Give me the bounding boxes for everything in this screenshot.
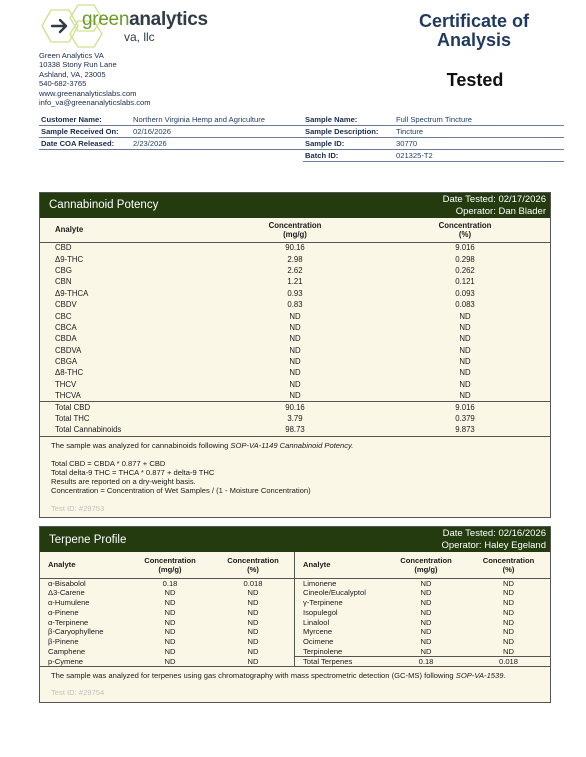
mg-cell: 2.62 xyxy=(287,265,303,275)
potency-test-id: Test ID: #29753 xyxy=(51,503,105,513)
terpene-tables xyxy=(40,552,550,666)
terpene-left-body xyxy=(40,578,294,666)
terpene-right-table xyxy=(295,552,550,666)
table-row xyxy=(40,253,550,264)
mg-cell: 0.93 xyxy=(287,288,303,298)
info-value: Full Spectrum Tincture xyxy=(394,114,564,126)
pct-cell: ND xyxy=(459,322,471,332)
pct-cell: ND xyxy=(459,391,471,401)
col-pct-line2: (%) xyxy=(502,564,515,574)
table-row xyxy=(295,588,550,598)
logo-wordmark xyxy=(82,9,208,31)
info-row xyxy=(303,126,564,138)
mg-cell: 0.83 xyxy=(287,300,303,310)
note-text: The sample was analyzed for cannabinoids following xyxy=(51,440,231,450)
table-row xyxy=(40,299,550,310)
pct-cell: ND xyxy=(459,345,471,355)
info-label: Batch ID: xyxy=(303,150,394,162)
col-pct-line1: Concentration xyxy=(438,220,492,230)
pct-cell: ND xyxy=(459,368,471,378)
info-label: Customer Name: xyxy=(39,114,131,126)
table-row xyxy=(295,617,550,627)
pct-cell: ND xyxy=(503,617,514,627)
info-value: 30770 xyxy=(394,138,564,150)
mg-cell: ND xyxy=(164,627,176,637)
note-method: SOP-VA-1149 Cannabinoid Potency. xyxy=(230,440,354,450)
analyte-cell: Camphene xyxy=(48,646,86,656)
analyte-cell: Total CBD xyxy=(40,401,210,412)
table-row xyxy=(40,276,550,287)
col-analyte: Analyte xyxy=(40,552,128,578)
formula-total-thc: Total delta-9 THC = THCA * 0.877 + delta-9 THC xyxy=(51,468,215,478)
mg-cell: ND xyxy=(289,322,301,332)
mg-cell: ND xyxy=(164,607,176,617)
col-mg-line1: Concentration xyxy=(400,555,452,565)
mg-cell: ND xyxy=(420,617,432,627)
pct-cell: 0.262 xyxy=(455,265,475,275)
analyte-cell: Myrcene xyxy=(303,627,333,637)
table-row xyxy=(295,598,550,608)
company-street: 10338 Stony Run Lane xyxy=(39,60,117,70)
analyte-cell: Terpinolene xyxy=(303,646,343,656)
terpene-right-body xyxy=(295,578,550,666)
pct-cell: ND xyxy=(247,588,259,598)
mg-cell: 0.18 xyxy=(162,578,178,588)
company-name: Green Analytics VA xyxy=(39,51,104,60)
pct-cell: ND xyxy=(459,311,471,321)
terpene-method-note xyxy=(51,671,539,680)
analyte-cell: Ocimene xyxy=(303,637,334,647)
pct-cell: 9.873 xyxy=(455,425,475,435)
table-row xyxy=(40,598,294,608)
col-concentration-mg xyxy=(128,552,212,578)
col-mg-line1: Concentration xyxy=(144,555,196,565)
analyte-cell: α-Terpinene xyxy=(48,617,89,627)
info-label: Sample Received On: xyxy=(39,126,131,138)
logo-word-analytics: analytics xyxy=(129,9,208,30)
pct-cell: ND xyxy=(503,597,514,607)
company-phone: 540-682-3765 xyxy=(39,79,87,89)
col-pct-line1: Concentration xyxy=(482,555,535,565)
table-row xyxy=(40,656,294,666)
company-address xyxy=(39,51,151,107)
pct-cell: ND xyxy=(247,617,259,627)
analyte-cell: α-Pinene xyxy=(48,607,79,617)
mg-cell: ND xyxy=(164,597,176,607)
pct-cell: ND xyxy=(503,588,514,598)
note-text: The sample was analyzed for terpenes using gas chromatography with mass spectrometric detection (GC-MS) following xyxy=(51,671,456,681)
analyte-cell: THCVA xyxy=(55,391,81,401)
mg-cell: ND xyxy=(289,368,301,378)
dry-weight-note: Results are reported on a dry-weight basis. xyxy=(51,477,196,487)
col-mg-line2: (mg/g) xyxy=(414,564,438,574)
table-row xyxy=(295,647,550,657)
info-row xyxy=(39,126,303,138)
mg-cell: ND xyxy=(420,627,432,637)
table-row xyxy=(40,322,550,333)
analyte-cell: CBC xyxy=(55,311,72,321)
mg-cell: ND xyxy=(164,646,176,656)
mg-cell: 0.18 xyxy=(385,656,467,666)
mg-cell: 3.79 xyxy=(287,414,303,424)
mg-cell: ND xyxy=(420,646,432,656)
pct-cell: ND xyxy=(459,379,471,389)
terpene-header-row xyxy=(295,552,550,578)
mg-cell: ND xyxy=(420,637,432,647)
mg-cell: ND xyxy=(289,391,301,401)
pct-cell: ND xyxy=(247,607,259,617)
terpene-meta xyxy=(441,528,546,551)
pct-cell: ND xyxy=(459,334,471,344)
analyte-cell: β-Caryophyllene xyxy=(48,627,104,637)
col-concentration-pct xyxy=(467,552,550,578)
pct-cell: ND xyxy=(247,597,259,607)
col-mg-line2: (mg/g) xyxy=(283,229,307,239)
info-row xyxy=(39,114,303,126)
info-value: Northern Virginia Hemp and Agriculture xyxy=(131,114,303,126)
analyte-cell: CBDVA xyxy=(55,345,82,355)
info-row xyxy=(303,138,564,150)
pct-cell: ND xyxy=(503,607,514,617)
pct-cell: 0.018 xyxy=(467,656,550,666)
potency-notes xyxy=(40,436,550,517)
potency-header-row xyxy=(40,218,550,242)
analyte-cell: CBDV xyxy=(55,300,77,310)
analyte-cell: CBCA xyxy=(55,322,77,332)
table-row xyxy=(40,588,294,598)
analyte-cell: CBN xyxy=(55,277,72,287)
sample-info-table xyxy=(303,114,564,162)
info-row xyxy=(303,150,564,162)
terpene-header-row xyxy=(40,552,294,578)
company-city: Ashland, VA, 23005 xyxy=(39,69,106,79)
mg-cell: 90.16 xyxy=(285,243,305,253)
analyte-cell: CBGA xyxy=(55,357,78,367)
col-concentration-pct xyxy=(380,218,550,242)
analyte-cell: Total Terpenes xyxy=(295,656,385,666)
mg-cell: 90.16 xyxy=(210,401,380,412)
col-pct-line1: Concentration xyxy=(227,555,279,565)
pct-cell: ND xyxy=(503,646,514,656)
col-mg-line1: Concentration xyxy=(268,220,322,230)
table-row xyxy=(295,607,550,617)
col-concentration-mg xyxy=(210,218,380,242)
total-terpenes-row xyxy=(295,656,550,666)
analyte-cell: α-Humulene xyxy=(48,597,90,607)
mg-cell: ND xyxy=(420,597,432,607)
mg-cell: ND xyxy=(289,311,301,321)
table-row xyxy=(40,310,550,321)
table-row xyxy=(40,242,550,253)
col-analyte: Analyte xyxy=(40,218,210,242)
total-row xyxy=(40,424,550,435)
pct-cell: ND xyxy=(503,627,514,637)
analyte-cell: Δ9-THCA xyxy=(55,288,89,298)
info-value: 02/16/2026 xyxy=(131,126,303,138)
mg-cell: 1.21 xyxy=(287,277,303,287)
analyte-cell: Limonene xyxy=(303,578,337,588)
info-value: 021325-T2 xyxy=(394,150,564,162)
mg-cell: ND xyxy=(164,637,176,647)
analyte-cell: THCV xyxy=(55,379,77,389)
mg-cell: 98.73 xyxy=(285,425,305,435)
table-row xyxy=(40,578,294,588)
analyte-cell: Total THC xyxy=(55,414,90,424)
table-row xyxy=(295,627,550,637)
analyte-cell: γ-Terpinene xyxy=(303,597,343,607)
logo-subtitle: va, llc xyxy=(124,30,155,44)
info-value: 2/23/2026 xyxy=(131,138,303,150)
col-concentration-pct xyxy=(212,552,294,578)
total-row xyxy=(40,413,550,424)
col-analyte: Analyte xyxy=(295,552,385,578)
mg-cell: ND xyxy=(420,607,432,617)
analyte-cell: CBD xyxy=(55,243,72,253)
info-label: Sample Name: xyxy=(303,114,394,126)
table-row xyxy=(40,379,550,390)
pct-cell: ND xyxy=(247,637,259,647)
terpene-left-column xyxy=(40,552,295,666)
analyte-cell: CBG xyxy=(55,265,72,275)
customer-info-table xyxy=(39,114,303,150)
terpene-right-column xyxy=(295,552,550,666)
pct-cell: 0.018 xyxy=(243,578,263,588)
table-row xyxy=(40,607,294,617)
table-row xyxy=(40,333,550,344)
terpene-operator: Operator: Haley Egeland xyxy=(441,539,546,551)
terpene-panel xyxy=(39,526,551,703)
table-row xyxy=(40,627,294,637)
analyte-cell: Δ8-THC xyxy=(55,368,84,378)
company-website: www.greenanalyticslabs.com xyxy=(39,88,137,98)
table-row xyxy=(40,356,550,367)
pct-cell: ND xyxy=(503,578,514,588)
terpene-header xyxy=(40,527,550,552)
pct-cell: 0.298 xyxy=(455,254,475,264)
info-label: Date COA Released: xyxy=(39,138,131,150)
mg-cell: ND xyxy=(420,588,432,598)
total-row xyxy=(40,401,550,412)
potency-table xyxy=(40,218,550,436)
logo-word-green: green xyxy=(82,9,130,30)
pct-cell: 0.083 xyxy=(455,300,475,310)
table-row xyxy=(40,265,550,276)
pct-cell: ND xyxy=(459,357,471,367)
formula-total-cbd: Total CBD = CBDA * 0.877 + CBD xyxy=(51,458,166,468)
col-pct-line2: (%) xyxy=(458,229,472,239)
note-method: SOP-VA-1539. xyxy=(455,671,506,681)
analyte-cell: CBDA xyxy=(55,334,77,344)
potency-panel xyxy=(39,192,551,518)
mg-cell: ND xyxy=(164,617,176,627)
concentration-formula: Concentration = Concentration of Wet Samples / (1 - Moisture Concentration) xyxy=(51,486,311,496)
terpene-left-table xyxy=(40,552,294,666)
title-line-2: Analysis xyxy=(436,30,512,50)
potency-title: Cannabinoid Potency xyxy=(49,199,159,211)
pct-cell: ND xyxy=(247,646,259,656)
pct-cell: 0.121 xyxy=(455,277,475,287)
mg-cell: ND xyxy=(420,578,432,588)
terpene-notes xyxy=(40,666,550,701)
terpene-date-tested: Date Tested: 02/16/2026 xyxy=(442,528,546,539)
analyte-cell: Δ9-THC xyxy=(55,254,84,264)
mg-cell: ND xyxy=(289,379,301,389)
potency-header xyxy=(40,193,550,218)
table-row xyxy=(40,390,550,401)
info-row xyxy=(39,138,303,150)
analyte-cell: α-Bisabolol xyxy=(48,578,86,588)
table-row xyxy=(40,637,294,647)
mg-cell: 2.98 xyxy=(287,254,303,264)
mg-cell: ND xyxy=(289,334,301,344)
table-row xyxy=(40,367,550,378)
potency-operator: Operator: Dan Blader xyxy=(455,205,546,217)
analyte-cell: p-Cymene xyxy=(48,656,84,666)
table-row xyxy=(40,617,294,627)
table-row xyxy=(40,647,294,657)
mg-cell: ND xyxy=(164,588,176,598)
col-concentration-mg xyxy=(385,552,467,578)
info-row xyxy=(303,114,564,126)
analyte-cell: β-Pinene xyxy=(48,637,79,647)
pct-cell: 9.016 xyxy=(455,243,475,253)
info-label: Sample Description: xyxy=(303,126,394,138)
analyte-cell: Linalool xyxy=(303,617,330,627)
analyte-cell: Total Cannabinoids xyxy=(55,425,122,435)
pct-cell: ND xyxy=(247,656,259,666)
info-label: Sample ID: xyxy=(303,138,394,150)
analyte-cell: Δ3-Carene xyxy=(48,588,85,598)
mg-cell: ND xyxy=(164,656,176,666)
info-value: Tincture xyxy=(394,126,564,138)
mg-cell: ND xyxy=(289,357,301,367)
certificate-title xyxy=(400,12,548,50)
analyte-cell: Isopulegol xyxy=(303,607,338,617)
potency-body xyxy=(40,242,550,436)
pct-cell: ND xyxy=(503,637,514,647)
status-label: Tested xyxy=(446,70,504,90)
title-line-1: Certificate of xyxy=(418,11,530,31)
pct-cell: 9.016 xyxy=(380,401,550,412)
pct-cell: 0.379 xyxy=(455,414,475,424)
mg-cell: ND xyxy=(289,345,301,355)
pct-cell: 0.093 xyxy=(455,288,475,298)
table-row xyxy=(295,578,550,588)
potency-meta xyxy=(443,194,546,217)
terpene-test-id: Test ID: #29754 xyxy=(51,688,105,698)
potency-method-note xyxy=(51,441,539,450)
terpene-title: Terpene Profile xyxy=(49,534,127,546)
table-row xyxy=(295,637,550,647)
table-row xyxy=(40,288,550,299)
col-pct-line2: (%) xyxy=(247,564,259,574)
pct-cell: ND xyxy=(247,627,259,637)
analyte-cell: Cineole/Eucalyptol xyxy=(303,588,366,598)
company-email: info_va@greenanalyticslabs.com xyxy=(39,98,151,108)
potency-date-tested: Date Tested: 02/17/2026 xyxy=(442,194,546,205)
table-row xyxy=(40,345,550,356)
col-mg-line2: (mg/g) xyxy=(158,564,182,574)
